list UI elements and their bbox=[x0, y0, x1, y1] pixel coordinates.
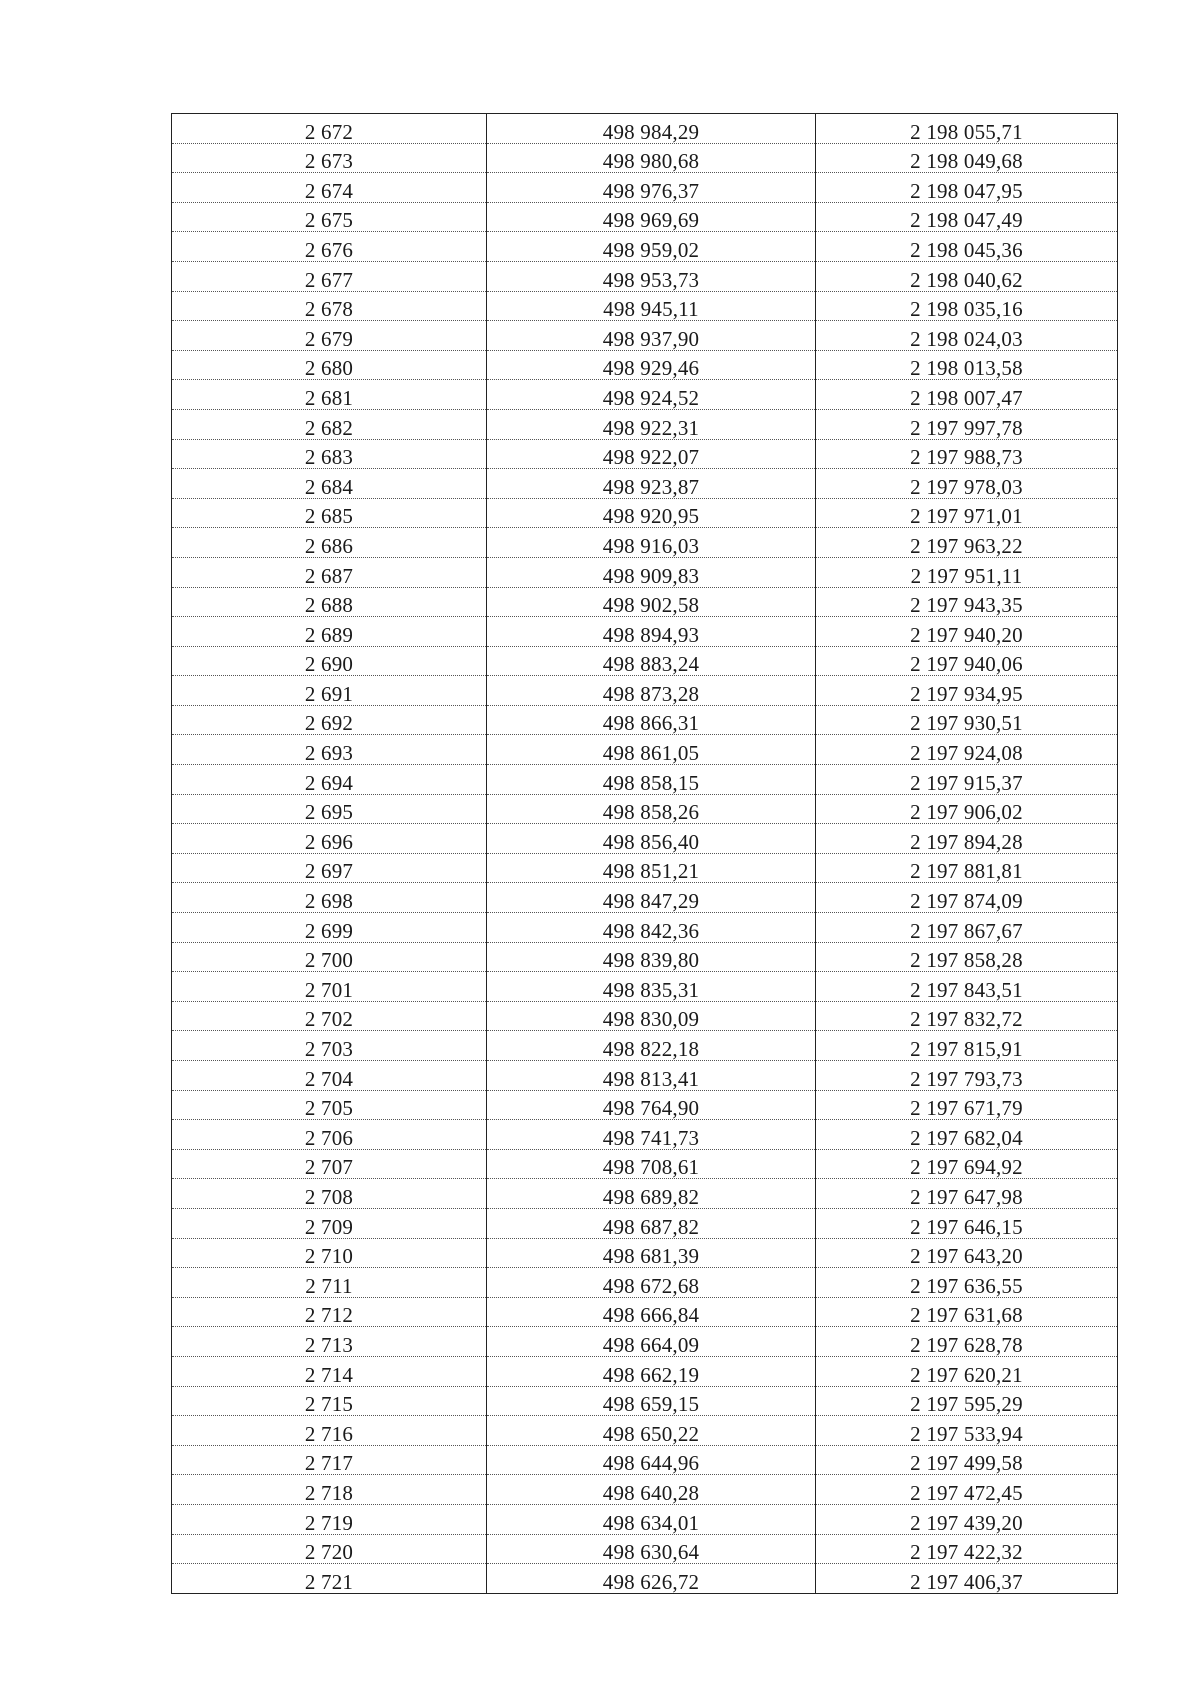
x-coordinate-cell: 498 626,72 bbox=[487, 1564, 816, 1594]
y-coordinate-cell: 2 197 646,15 bbox=[816, 1208, 1118, 1238]
y-coordinate-cell: 2 197 499,58 bbox=[816, 1445, 1118, 1475]
table-row bbox=[172, 261, 1118, 291]
y-coordinate-cell: 2 198 049,68 bbox=[816, 143, 1118, 173]
y-coordinate-cell: 2 197 867,67 bbox=[816, 913, 1118, 943]
table-row bbox=[172, 617, 1118, 647]
x-coordinate-cell: 498 969,69 bbox=[487, 202, 816, 232]
point-number-cell: 2 711 bbox=[172, 1268, 487, 1298]
x-coordinate-cell: 498 976,37 bbox=[487, 173, 816, 203]
point-number-cell: 2 696 bbox=[172, 824, 487, 854]
x-coordinate-cell: 498 959,02 bbox=[487, 232, 816, 262]
y-coordinate-cell: 2 198 055,71 bbox=[816, 114, 1118, 144]
table-row bbox=[172, 765, 1118, 795]
table-row bbox=[172, 557, 1118, 587]
y-coordinate-cell: 2 197 647,98 bbox=[816, 1179, 1118, 1209]
table-row bbox=[172, 439, 1118, 469]
y-coordinate-cell: 2 198 007,47 bbox=[816, 380, 1118, 410]
point-number-cell: 2 680 bbox=[172, 350, 487, 380]
point-number-cell: 2 718 bbox=[172, 1475, 487, 1505]
y-coordinate-cell: 2 197 930,51 bbox=[816, 705, 1118, 735]
point-number-cell: 2 679 bbox=[172, 321, 487, 351]
point-number-cell: 2 674 bbox=[172, 173, 487, 203]
y-coordinate-cell: 2 197 439,20 bbox=[816, 1504, 1118, 1534]
table-row bbox=[172, 202, 1118, 232]
point-number-cell: 2 691 bbox=[172, 676, 487, 706]
table-row bbox=[172, 587, 1118, 617]
table-row bbox=[172, 972, 1118, 1002]
y-coordinate-cell: 2 197 533,94 bbox=[816, 1416, 1118, 1446]
point-number-cell: 2 695 bbox=[172, 794, 487, 824]
table-row bbox=[172, 1534, 1118, 1564]
y-coordinate-cell: 2 197 843,51 bbox=[816, 972, 1118, 1002]
point-number-cell: 2 675 bbox=[172, 202, 487, 232]
table-row bbox=[172, 469, 1118, 499]
x-coordinate-cell: 498 909,83 bbox=[487, 557, 816, 587]
table-row bbox=[172, 676, 1118, 706]
point-number-cell: 2 706 bbox=[172, 1120, 487, 1150]
table-row bbox=[172, 409, 1118, 439]
point-number-cell: 2 689 bbox=[172, 617, 487, 647]
x-coordinate-cell: 498 945,11 bbox=[487, 291, 816, 321]
y-coordinate-cell: 2 197 915,37 bbox=[816, 765, 1118, 795]
x-coordinate-cell: 498 923,87 bbox=[487, 469, 816, 499]
table-row bbox=[172, 1208, 1118, 1238]
table-row bbox=[172, 143, 1118, 173]
point-number-cell: 2 688 bbox=[172, 587, 487, 617]
point-number-cell: 2 673 bbox=[172, 143, 487, 173]
table-row bbox=[172, 1001, 1118, 1031]
point-number-cell: 2 720 bbox=[172, 1534, 487, 1564]
table-row bbox=[172, 1179, 1118, 1209]
point-number-cell: 2 690 bbox=[172, 646, 487, 676]
point-number-cell: 2 704 bbox=[172, 1061, 487, 1091]
table-row bbox=[172, 1564, 1118, 1594]
y-coordinate-cell: 2 197 815,91 bbox=[816, 1031, 1118, 1061]
table-row bbox=[172, 1149, 1118, 1179]
x-coordinate-cell: 498 644,96 bbox=[487, 1445, 816, 1475]
x-coordinate-cell: 498 873,28 bbox=[487, 676, 816, 706]
table-row bbox=[172, 528, 1118, 558]
y-coordinate-cell: 2 197 671,79 bbox=[816, 1090, 1118, 1120]
point-number-cell: 2 698 bbox=[172, 883, 487, 913]
y-coordinate-cell: 2 197 631,68 bbox=[816, 1297, 1118, 1327]
y-coordinate-cell: 2 197 682,04 bbox=[816, 1120, 1118, 1150]
point-number-cell: 2 713 bbox=[172, 1327, 487, 1357]
table-row bbox=[172, 1327, 1118, 1357]
y-coordinate-cell: 2 198 024,03 bbox=[816, 321, 1118, 351]
y-coordinate-cell: 2 197 406,37 bbox=[816, 1564, 1118, 1594]
table-row bbox=[172, 646, 1118, 676]
y-coordinate-cell: 2 197 628,78 bbox=[816, 1327, 1118, 1357]
table-row bbox=[172, 1504, 1118, 1534]
x-coordinate-cell: 498 883,24 bbox=[487, 646, 816, 676]
point-number-cell: 2 701 bbox=[172, 972, 487, 1002]
x-coordinate-cell: 498 708,61 bbox=[487, 1149, 816, 1179]
table-row bbox=[172, 232, 1118, 262]
x-coordinate-cell: 498 937,90 bbox=[487, 321, 816, 351]
y-coordinate-cell: 2 197 694,92 bbox=[816, 1149, 1118, 1179]
y-coordinate-cell: 2 197 595,29 bbox=[816, 1386, 1118, 1416]
table-row bbox=[172, 1445, 1118, 1475]
point-number-cell: 2 715 bbox=[172, 1386, 487, 1416]
table-row bbox=[172, 1356, 1118, 1386]
x-coordinate-cell: 498 980,68 bbox=[487, 143, 816, 173]
y-coordinate-cell: 2 197 906,02 bbox=[816, 794, 1118, 824]
point-number-cell: 2 710 bbox=[172, 1238, 487, 1268]
x-coordinate-cell: 498 842,36 bbox=[487, 913, 816, 943]
table-row bbox=[172, 1386, 1118, 1416]
x-coordinate-cell: 498 666,84 bbox=[487, 1297, 816, 1327]
table-row bbox=[172, 1061, 1118, 1091]
x-coordinate-cell: 498 839,80 bbox=[487, 942, 816, 972]
point-number-cell: 2 717 bbox=[172, 1445, 487, 1475]
x-coordinate-cell: 498 659,15 bbox=[487, 1386, 816, 1416]
y-coordinate-cell: 2 197 934,95 bbox=[816, 676, 1118, 706]
x-coordinate-cell: 498 835,31 bbox=[487, 972, 816, 1002]
x-coordinate-cell: 498 866,31 bbox=[487, 705, 816, 735]
y-coordinate-cell: 2 197 971,01 bbox=[816, 498, 1118, 528]
table-row bbox=[172, 1297, 1118, 1327]
y-coordinate-cell: 2 197 881,81 bbox=[816, 853, 1118, 883]
y-coordinate-cell: 2 198 045,36 bbox=[816, 232, 1118, 262]
x-coordinate-cell: 498 953,73 bbox=[487, 261, 816, 291]
x-coordinate-cell: 498 902,58 bbox=[487, 587, 816, 617]
point-number-cell: 2 721 bbox=[172, 1564, 487, 1594]
x-coordinate-cell: 498 920,95 bbox=[487, 498, 816, 528]
point-number-cell: 2 692 bbox=[172, 705, 487, 735]
x-coordinate-cell: 498 687,82 bbox=[487, 1208, 816, 1238]
point-number-cell: 2 687 bbox=[172, 557, 487, 587]
x-coordinate-cell: 498 894,93 bbox=[487, 617, 816, 647]
coordinates-table-body bbox=[172, 114, 1118, 1594]
table-row bbox=[172, 1090, 1118, 1120]
x-coordinate-cell: 498 922,07 bbox=[487, 439, 816, 469]
y-coordinate-cell: 2 197 422,32 bbox=[816, 1534, 1118, 1564]
point-number-cell: 2 672 bbox=[172, 114, 487, 144]
table-row bbox=[172, 824, 1118, 854]
y-coordinate-cell: 2 197 997,78 bbox=[816, 409, 1118, 439]
table-row bbox=[172, 942, 1118, 972]
x-coordinate-cell: 498 830,09 bbox=[487, 1001, 816, 1031]
y-coordinate-cell: 2 197 978,03 bbox=[816, 469, 1118, 499]
x-coordinate-cell: 498 916,03 bbox=[487, 528, 816, 558]
x-coordinate-cell: 498 861,05 bbox=[487, 735, 816, 765]
x-coordinate-cell: 498 858,26 bbox=[487, 794, 816, 824]
table-row bbox=[172, 498, 1118, 528]
y-coordinate-cell: 2 197 940,20 bbox=[816, 617, 1118, 647]
y-coordinate-cell: 2 197 963,22 bbox=[816, 528, 1118, 558]
table-row bbox=[172, 794, 1118, 824]
point-number-cell: 2 703 bbox=[172, 1031, 487, 1061]
y-coordinate-cell: 2 197 951,11 bbox=[816, 557, 1118, 587]
point-number-cell: 2 699 bbox=[172, 913, 487, 943]
x-coordinate-cell: 498 822,18 bbox=[487, 1031, 816, 1061]
point-number-cell: 2 677 bbox=[172, 261, 487, 291]
y-coordinate-cell: 2 197 472,45 bbox=[816, 1475, 1118, 1505]
point-number-cell: 2 685 bbox=[172, 498, 487, 528]
table-row bbox=[172, 913, 1118, 943]
table-row bbox=[172, 173, 1118, 203]
y-coordinate-cell: 2 197 940,06 bbox=[816, 646, 1118, 676]
point-number-cell: 2 709 bbox=[172, 1208, 487, 1238]
point-number-cell: 2 702 bbox=[172, 1001, 487, 1031]
table-row bbox=[172, 705, 1118, 735]
y-coordinate-cell: 2 197 832,72 bbox=[816, 1001, 1118, 1031]
x-coordinate-cell: 498 922,31 bbox=[487, 409, 816, 439]
y-coordinate-cell: 2 197 988,73 bbox=[816, 439, 1118, 469]
x-coordinate-cell: 498 929,46 bbox=[487, 350, 816, 380]
table-row bbox=[172, 853, 1118, 883]
point-number-cell: 2 694 bbox=[172, 765, 487, 795]
table-row bbox=[172, 1120, 1118, 1150]
x-coordinate-cell: 498 741,73 bbox=[487, 1120, 816, 1150]
x-coordinate-cell: 498 851,21 bbox=[487, 853, 816, 883]
x-coordinate-cell: 498 764,90 bbox=[487, 1090, 816, 1120]
x-coordinate-cell: 498 856,40 bbox=[487, 824, 816, 854]
x-coordinate-cell: 498 681,39 bbox=[487, 1238, 816, 1268]
point-number-cell: 2 712 bbox=[172, 1297, 487, 1327]
x-coordinate-cell: 498 630,64 bbox=[487, 1534, 816, 1564]
table-row bbox=[172, 321, 1118, 351]
table-row bbox=[172, 1268, 1118, 1298]
table-row bbox=[172, 114, 1118, 144]
x-coordinate-cell: 498 650,22 bbox=[487, 1416, 816, 1446]
x-coordinate-cell: 498 664,09 bbox=[487, 1327, 816, 1357]
x-coordinate-cell: 498 672,68 bbox=[487, 1268, 816, 1298]
y-coordinate-cell: 2 198 013,58 bbox=[816, 350, 1118, 380]
point-number-cell: 2 686 bbox=[172, 528, 487, 558]
y-coordinate-cell: 2 197 643,20 bbox=[816, 1238, 1118, 1268]
y-coordinate-cell: 2 197 943,35 bbox=[816, 587, 1118, 617]
y-coordinate-cell: 2 197 894,28 bbox=[816, 824, 1118, 854]
y-coordinate-cell: 2 198 047,95 bbox=[816, 173, 1118, 203]
table-row bbox=[172, 1416, 1118, 1446]
table-row bbox=[172, 735, 1118, 765]
point-number-cell: 2 705 bbox=[172, 1090, 487, 1120]
point-number-cell: 2 708 bbox=[172, 1179, 487, 1209]
x-coordinate-cell: 498 813,41 bbox=[487, 1061, 816, 1091]
y-coordinate-cell: 2 198 040,62 bbox=[816, 261, 1118, 291]
y-coordinate-cell: 2 197 620,21 bbox=[816, 1356, 1118, 1386]
point-number-cell: 2 682 bbox=[172, 409, 487, 439]
y-coordinate-cell: 2 197 924,08 bbox=[816, 735, 1118, 765]
y-coordinate-cell: 2 197 858,28 bbox=[816, 942, 1118, 972]
x-coordinate-cell: 498 634,01 bbox=[487, 1504, 816, 1534]
y-coordinate-cell: 2 198 035,16 bbox=[816, 291, 1118, 321]
x-coordinate-cell: 498 924,52 bbox=[487, 380, 816, 410]
point-number-cell: 2 716 bbox=[172, 1416, 487, 1446]
point-number-cell: 2 681 bbox=[172, 380, 487, 410]
point-number-cell: 2 714 bbox=[172, 1356, 487, 1386]
table-row bbox=[172, 380, 1118, 410]
x-coordinate-cell: 498 858,15 bbox=[487, 765, 816, 795]
table-row bbox=[172, 1031, 1118, 1061]
table-row bbox=[172, 350, 1118, 380]
point-number-cell: 2 678 bbox=[172, 291, 487, 321]
x-coordinate-cell: 498 689,82 bbox=[487, 1179, 816, 1209]
x-coordinate-cell: 498 662,19 bbox=[487, 1356, 816, 1386]
table-row bbox=[172, 883, 1118, 913]
table-row bbox=[172, 1238, 1118, 1268]
point-number-cell: 2 707 bbox=[172, 1149, 487, 1179]
y-coordinate-cell: 2 197 793,73 bbox=[816, 1061, 1118, 1091]
table-row bbox=[172, 1475, 1118, 1505]
point-number-cell: 2 683 bbox=[172, 439, 487, 469]
x-coordinate-cell: 498 847,29 bbox=[487, 883, 816, 913]
point-number-cell: 2 676 bbox=[172, 232, 487, 262]
y-coordinate-cell: 2 198 047,49 bbox=[816, 202, 1118, 232]
x-coordinate-cell: 498 640,28 bbox=[487, 1475, 816, 1505]
coordinates-table bbox=[171, 113, 1118, 1594]
y-coordinate-cell: 2 197 874,09 bbox=[816, 883, 1118, 913]
y-coordinate-cell: 2 197 636,55 bbox=[816, 1268, 1118, 1298]
point-number-cell: 2 693 bbox=[172, 735, 487, 765]
point-number-cell: 2 719 bbox=[172, 1504, 487, 1534]
point-number-cell: 2 700 bbox=[172, 942, 487, 972]
point-number-cell: 2 684 bbox=[172, 469, 487, 499]
table-row bbox=[172, 291, 1118, 321]
point-number-cell: 2 697 bbox=[172, 853, 487, 883]
x-coordinate-cell: 498 984,29 bbox=[487, 114, 816, 144]
